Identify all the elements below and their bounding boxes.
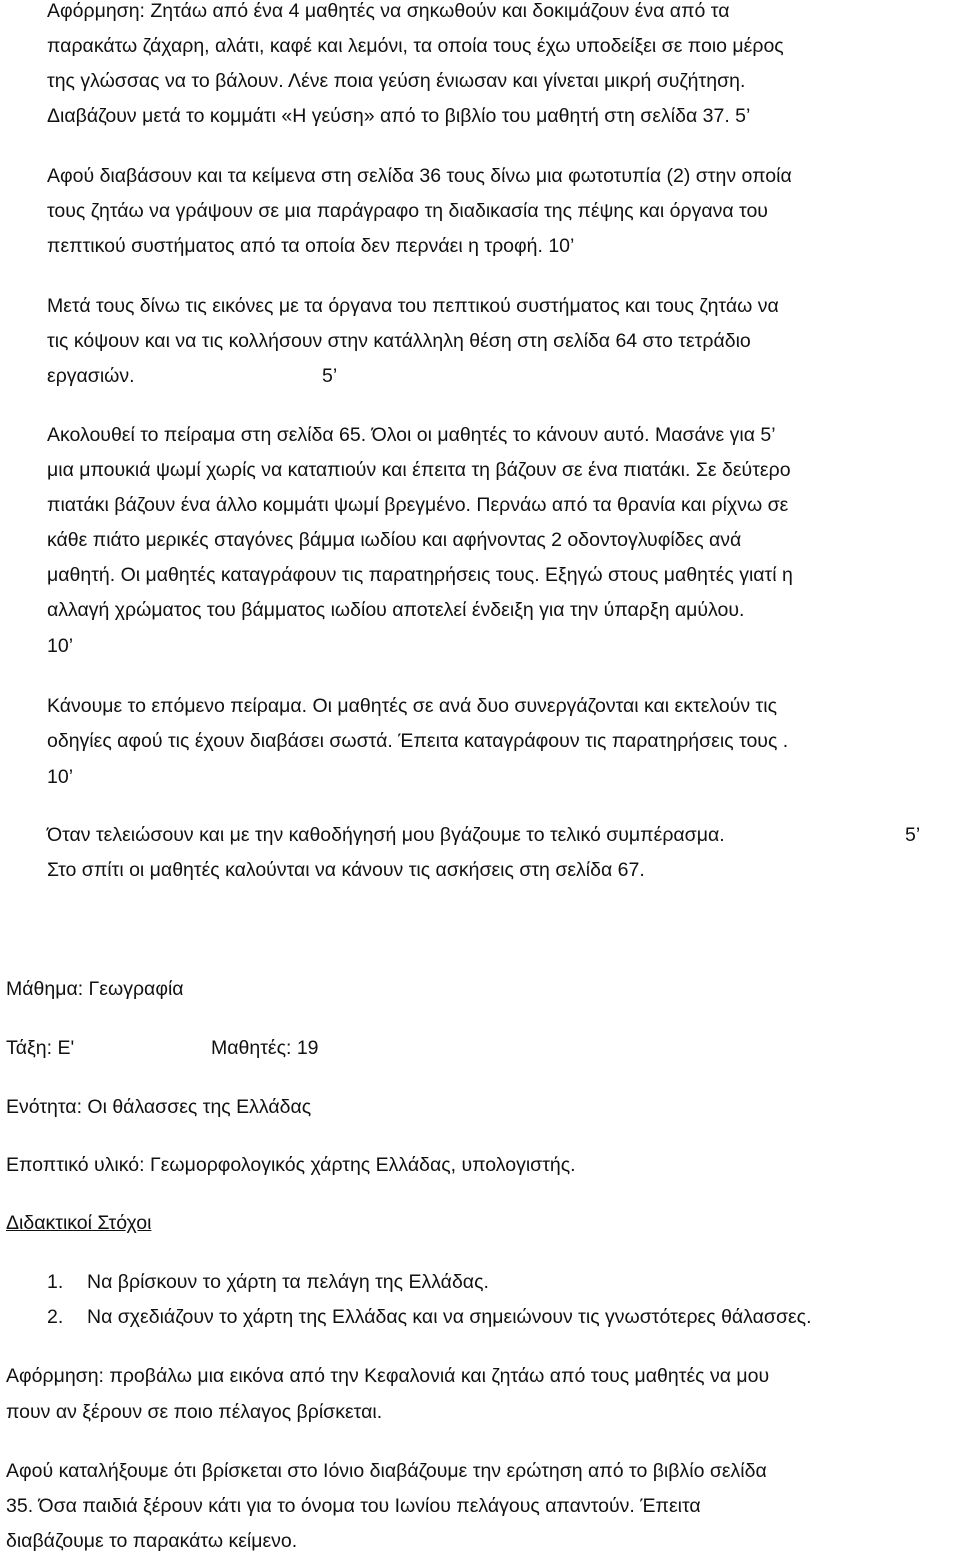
text-line: αλλαγή χρώματος του βάμματος ιωδίου αποτελεί ένδειξη για την ύπαρξη αμύλου.	[47, 599, 745, 621]
lesson-title: Μάθημα: Γεωγραφία	[6, 978, 184, 1000]
text-line: πιατάκι βάζουν ένα άλλο κομμάτι ψωμί βρεγμένο. Περνάω από τα θρανία και ρίχνω σε	[47, 494, 789, 516]
list-item	[47, 1273, 489, 1293]
text-line: παρακάτω ζάχαρη, αλάτι, καφέ και λεμόνι, τα οποία τους έχω υποδείξει σε ποιο μέρος	[47, 35, 784, 57]
text-line: μια μπουκιά ψωμί χωρίς να καταπιούν και έπειτα τη βάζουν σε ένα πιατάκι. Σε δεύτερο	[47, 459, 791, 481]
text-line: Μετά τους δίνω τις εικόνες με τα όργανα του πεπτικού συστήματος και τους ζητάω να	[47, 295, 779, 317]
list-text: Να βρίσκουν το χάρτη τα πελάγη της Ελλάδας.	[87, 1271, 489, 1293]
text-line: οδηγίες αφού τις έχουν διαβάσει σωστά. Έπειτα καταγράφουν τις παρατηρήσεις τους .	[47, 730, 789, 752]
text-line: 35. Όσα παιδιά ξέρουν κάτι για το όνομα του Ιωνίου πελάγους απαντούν. Έπειτα	[6, 1495, 701, 1517]
list-item	[47, 1308, 812, 1328]
text-line: Διαβάζουν μετά το κομμάτι «Η γεύση» από το βιβλίο του μαθητή στη σελίδα 37. 5’	[47, 105, 751, 127]
time-mark: 5’	[905, 824, 921, 846]
text-line: Ακολουθεί το πείραμα στη σελίδα 65. Όλοι οι μαθητές το κάνουν αυτό. Μασάνε για 5’	[47, 424, 776, 446]
time-mark: 10’	[47, 635, 74, 657]
time-mark: 5’	[322, 365, 338, 387]
students-count: Μαθητές: 19	[211, 1037, 319, 1059]
text-line: πουν αν ξέρουν σε ποιο πέλαγος βρίσκεται.	[6, 1401, 383, 1423]
text-line: μαθητή. Οι μαθητές καταγράφουν τις παρατηρήσεις τους. Εξηγώ στους μαθητές γιατί η	[47, 564, 793, 586]
text-line: Αφού διαβάσουν και τα κείμενα στη σελίδα 36 τους δίνω μια φωτοτυπία (2) στην οποία	[47, 165, 792, 187]
text-line: τους ζητάω να γράψουν σε μια παράγραφο τη διαδικασία της πέψης και όργανα του	[47, 200, 768, 222]
text-line: Αφόρμηση: Ζητάω από ένα 4 μαθητές να σηκωθούν και δοκιμάζουν ένα από τα	[47, 0, 730, 22]
text-line: Αφού καταλήξουμε ότι βρίσκεται στο Ιόνιο διαβάζουμε την ερώτηση από το βιβλίο σελίδα	[6, 1460, 767, 1482]
goals-heading: Διδακτικοί Στόχοι	[6, 1212, 152, 1234]
class-label: Τάξη: Ε'	[6, 1037, 75, 1059]
text-line: τις κόψουν και να τις κολλήσουν στην κατάλληλη θέση στη σελίδα 64 στο τετράδιο	[47, 330, 751, 352]
text-line: διαβάζουμε το παρακάτω κείμενο.	[6, 1530, 298, 1552]
text-line: της γλώσσας να το βάλουν. Λένε ποια γεύση ένιωσαν και γίνεται μικρή συζήτηση.	[47, 70, 746, 92]
list-number: 2.	[47, 1306, 64, 1328]
text-line: Στο σπίτι οι μαθητές καλούνται να κάνουν τις ασκήσεις στη σελίδα 67.	[47, 859, 645, 881]
unit-label: Ενότητα: Οι θάλασσες της Ελλάδας	[6, 1096, 312, 1118]
text-line: κάθε πιάτο μερικές σταγόνες βάμμα ιωδίου και αφήνοντας 2 οδοντογλυφίδες ανά	[47, 529, 742, 551]
text-line: Κάνουμε το επόμενο πείραμα. Οι μαθητές σε ανά δυο συνεργάζονται και εκτελούν τις	[47, 695, 777, 717]
text-line: πεπτικού συστήματος από τα οποία δεν περνάει η τροφή. 10’	[47, 235, 575, 257]
text-line: Αφόρμηση: προβάλω μια εικόνα από την Κεφαλονιά και ζητάω από τους μαθητές να μου	[6, 1365, 770, 1387]
text-line: Όταν τελειώσουν και με την καθοδήγησή μου βγάζουμε το τελικό συμπέρασμα.	[47, 824, 725, 846]
time-mark: 10’	[47, 766, 74, 788]
list-number: 1.	[47, 1271, 64, 1293]
text-line: εργασιών.	[47, 365, 135, 387]
list-text: Να σχεδιάζουν το χάρτη της Ελλάδας και να σημειώνουν τις γνωστότερες θάλασσες.	[87, 1306, 812, 1328]
material-label: Εποπτικό υλικό: Γεωμορφολογικός χάρτης Ελλάδας, υπολογιστής.	[6, 1154, 576, 1176]
